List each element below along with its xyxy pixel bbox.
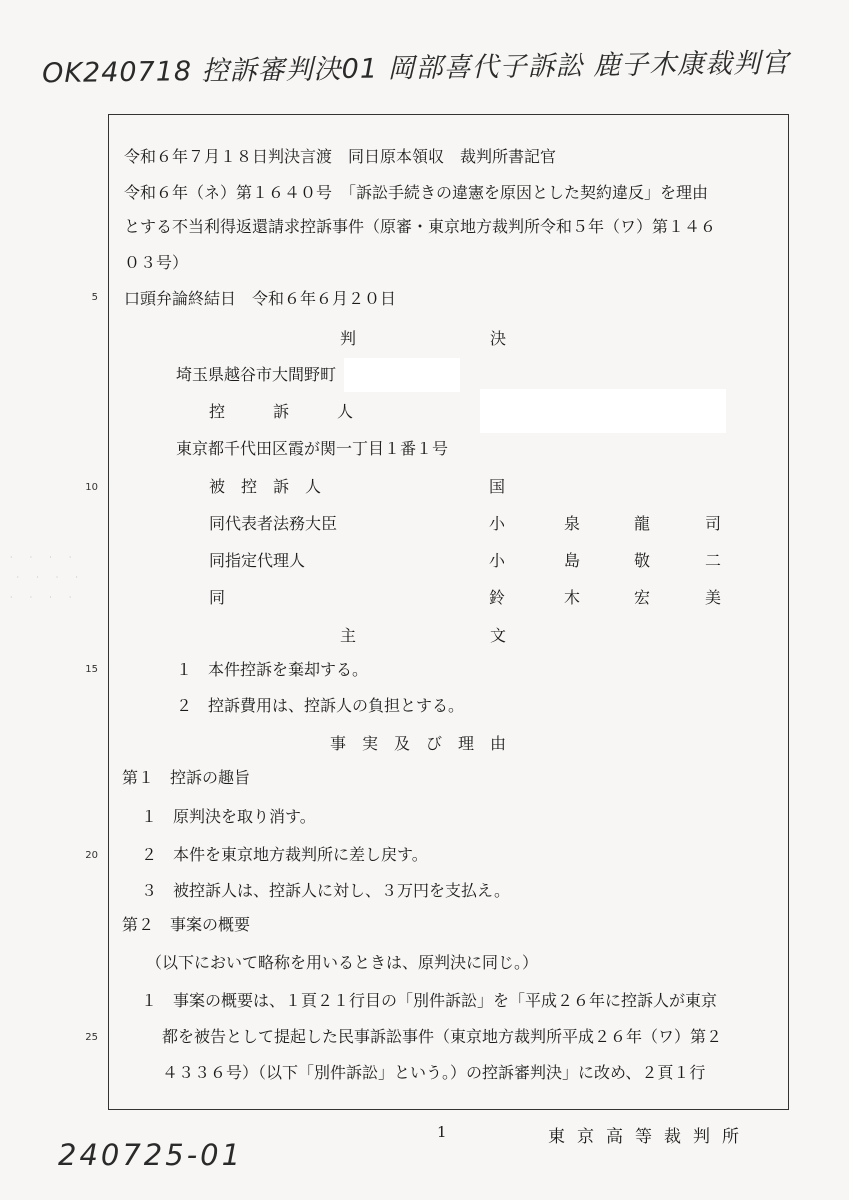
- agent2-name-char: 美: [705, 588, 722, 607]
- section-2-paragraph-line-3: ４３３６号）（以下「別件訴訟」という。）の控訴審判決」に改め、２頁１行: [162, 1063, 706, 1082]
- representative-name-char: 泉: [564, 514, 581, 533]
- agent2-label: 同: [209, 588, 226, 607]
- representative-label: 同代表者法務大臣: [209, 514, 338, 533]
- section-2-note: （以下において略称を用いるときは、原判決に同じ。）: [146, 953, 539, 972]
- court-name: 東京高等裁判所: [548, 1127, 751, 1147]
- section-2-paragraph-line-1: １ 事案の概要は、１頁２１行目の「別件訴訟」を「平成２６年に控訴人が東京: [141, 991, 718, 1010]
- line-number: 15: [85, 664, 98, 675]
- header-line-1: 令和６年７月１８日判決言渡 同日原本領収 裁判所書記官: [124, 147, 557, 166]
- section-1-item-2: ２ 本件を東京地方裁判所に差し戻す。: [141, 845, 428, 864]
- agent-name-char: 島: [564, 551, 581, 570]
- judgment-title-right: 決: [490, 329, 507, 348]
- agent2-name-char: 鈴: [489, 588, 506, 607]
- appellee-label: 被 控 訴 人: [209, 477, 322, 496]
- section-1-heading: 第１ 控訴の趣旨: [122, 768, 251, 787]
- main-text-item-1: １ 本件控訴を棄却する。: [176, 660, 369, 679]
- section-2-heading: 第２ 事案の概要: [122, 915, 251, 934]
- appellant-label: 控 訴 人: [209, 402, 354, 421]
- page-number: 1: [437, 1123, 447, 1141]
- section-1-item-3: ３ 被控訴人は、控訴人に対し、３万円を支払え。: [141, 881, 510, 900]
- agent-label: 同指定代理人: [209, 551, 306, 570]
- main-text-title-right: 文: [490, 626, 507, 645]
- line-number: 25: [85, 1032, 98, 1043]
- redaction-box: [480, 389, 726, 433]
- handwritten-note-top: OK240718 控訴審判決01 岡部喜代子訴訟 鹿子木康裁判官: [41, 47, 790, 90]
- main-text-item-2: ２ 控訴費用は、控訴人の負担とする。: [176, 696, 465, 715]
- line-number: 5: [91, 292, 98, 303]
- agent2-name-char: 木: [564, 588, 581, 607]
- appellee-name: 国: [489, 477, 506, 496]
- header-line-4: ０３号）: [124, 253, 189, 272]
- judgment-title-left: 判: [340, 329, 357, 348]
- redaction-box: [344, 358, 460, 392]
- agent-name-char: 小: [489, 551, 506, 570]
- representative-name-char: 龍: [634, 514, 651, 533]
- reasons-title: 事 実 及 び 理 由: [330, 734, 507, 753]
- representative-name-char: 司: [705, 514, 722, 533]
- representative-name-char: 小: [489, 514, 506, 533]
- agent-name-char: 敬: [634, 551, 651, 570]
- header-line-5: 口頭弁論終結日 令和６年６月２０日: [124, 289, 397, 308]
- agent2-name-char: 宏: [634, 588, 651, 607]
- header-line-3: とする不当利得返還請求控訴事件（原審・東京地方裁判所令和５年（ワ）第１４６: [124, 217, 717, 236]
- agent-name-char: 二: [705, 551, 722, 570]
- handwritten-note-bottom: 240725-01: [58, 1138, 244, 1172]
- line-number: 10: [85, 482, 98, 493]
- line-number: 20: [85, 850, 98, 861]
- header-line-2: 令和６年（ネ）第１６４０号 「訴訟手続きの違憲を原因とした契約違反」を理由: [124, 183, 709, 202]
- section-2-paragraph-line-2: 都を被告として提起した民事訴訟事件（東京地方裁判所平成２６年（ワ）第２: [162, 1027, 723, 1046]
- main-text-title-left: 主: [340, 626, 357, 645]
- appellee-address: 東京都千代田区霞が関一丁目１番１号: [176, 439, 449, 458]
- appellant-address: 埼玉県越谷市大間野町: [176, 365, 337, 384]
- section-1-item-1: １ 原判決を取り消す。: [141, 807, 316, 826]
- scan-noise: · · · · · · · · · · · ·: [10, 553, 82, 602]
